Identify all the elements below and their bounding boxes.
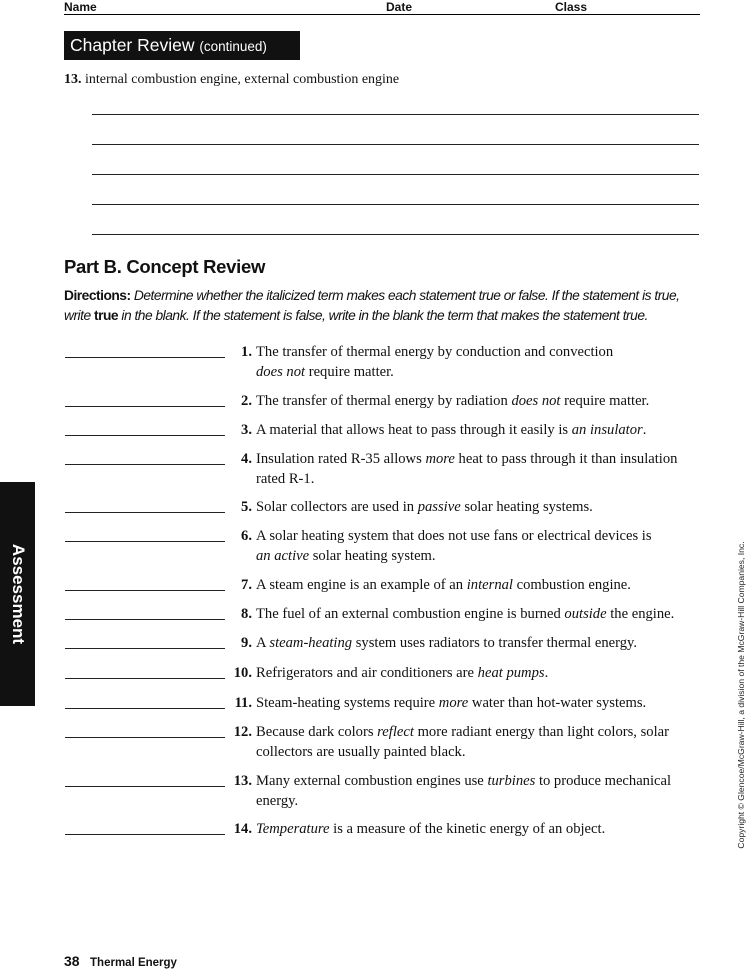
item-number: 14.: [233, 821, 252, 837]
item-italic-term: turbines: [487, 773, 536, 789]
item-text-after: combustion engine.: [516, 577, 631, 593]
question-13: [64, 72, 399, 88]
answer-blank[interactable]: [65, 512, 225, 513]
item-text-after: more radiant energy than light colors, solar collectors are usually painted black.: [256, 724, 669, 760]
answer-blank[interactable]: [65, 834, 225, 835]
item-number: 2.: [241, 393, 252, 409]
item-number: 5.: [241, 499, 252, 515]
item-text-after: .: [544, 665, 549, 681]
answer-blank[interactable]: [65, 590, 225, 591]
item-text-before: Because dark colors: [256, 724, 374, 740]
item-italic-term: passive: [417, 499, 461, 515]
item-text-after: the engine.: [610, 606, 675, 622]
item-text: [256, 343, 701, 382]
item-text: [256, 450, 701, 489]
answer-blank[interactable]: [65, 786, 225, 787]
item-italic-term: does not: [256, 363, 306, 380]
answer-blank[interactable]: [65, 435, 225, 436]
footer-title: Thermal Energy: [90, 957, 177, 969]
answer-blank[interactable]: [65, 464, 225, 465]
item-number: 4.: [241, 451, 252, 467]
item-italic-term: does not: [511, 393, 561, 409]
item-italic-term: outside: [564, 606, 607, 622]
item-text: [256, 421, 701, 441]
item-italic-term: an insulator: [571, 422, 643, 438]
answer-line[interactable]: [92, 174, 699, 175]
item-italic-term: internal: [466, 577, 513, 593]
item-number: 11.: [234, 695, 252, 711]
item-text-before: A: [256, 635, 266, 651]
item-text-after: require matter.: [564, 393, 650, 409]
answer-blank[interactable]: [65, 541, 225, 542]
answer-blank[interactable]: [65, 708, 225, 709]
answer-line[interactable]: [92, 144, 699, 145]
item-italic-term: steam-heating: [269, 635, 353, 651]
item-number: 6.: [241, 528, 252, 544]
item-number: 13.: [233, 773, 252, 789]
item-text-before: A solar heating system that does not use fans or electrical devices is: [256, 528, 652, 544]
item-text-after: heat to pass through it than insulation rated R-1.: [256, 451, 678, 487]
chapter-banner: [64, 31, 300, 60]
item-text: [256, 392, 701, 412]
answer-line[interactable]: [92, 204, 699, 205]
item-text-before: Many external combustion engines use: [256, 773, 484, 789]
question-13-number: 13.: [64, 72, 82, 87]
header-rule: [64, 14, 700, 15]
item-text-before: A material that allows heat to pass through it easily is: [256, 422, 569, 438]
item-text-after: water than hot-water systems.: [471, 695, 647, 711]
item-number: 1.: [241, 344, 252, 360]
name-label: Name: [64, 0, 97, 14]
directions: [64, 286, 704, 326]
item-text: [256, 723, 701, 762]
side-tab-label: Assessment: [8, 543, 28, 645]
copyright-notice: Copyright © Glencoe/McGraw-Hill, a division of the McGraw-Hill Companies, Inc.: [736, 541, 746, 849]
answer-line[interactable]: [92, 114, 699, 115]
item-number: 9.: [241, 635, 252, 651]
item-number: 3.: [241, 422, 252, 438]
item-text: [256, 576, 701, 596]
item-italic-term: Temperature: [256, 821, 330, 837]
item-number: 8.: [241, 606, 252, 622]
item-text-after: to produce mechanical energy.: [256, 773, 672, 809]
directions-text-2: in the blank. If the statement is false, write in the blank the term that makes the statement true.: [121, 308, 648, 323]
item-text-before: Insulation rated R-35 allows: [256, 451, 422, 467]
item-number: 7.: [241, 577, 252, 593]
item-number: 10.: [233, 665, 252, 681]
answer-blank[interactable]: [65, 678, 225, 679]
item-text-after: is a measure of the kinetic energy of an object.: [333, 821, 606, 837]
assessment-side-tab: [0, 482, 35, 706]
item-text-before: Solar collectors are used in: [256, 499, 415, 515]
answer-blank[interactable]: [65, 737, 225, 738]
item-italic-term: more: [425, 451, 455, 467]
answer-blank[interactable]: [65, 357, 225, 358]
answer-blank[interactable]: [65, 406, 225, 407]
answer-blank[interactable]: [65, 619, 225, 620]
item-text: [256, 634, 701, 654]
item-text-before: The transfer of thermal energy by conduction and convection: [256, 344, 614, 360]
item-text: [256, 772, 701, 811]
item-text-before: The transfer of thermal energy by radiation: [256, 393, 508, 409]
item-text-after: solar heating systems.: [464, 499, 593, 515]
item-text: [256, 664, 701, 684]
item-text-after: .: [642, 422, 647, 438]
answer-blank[interactable]: [65, 648, 225, 649]
item-italic-term: more: [438, 695, 469, 711]
banner-subtitle: (continued): [199, 39, 267, 54]
item-text-after: system uses radiators to transfer thermal energy.: [355, 635, 637, 651]
item-text: [256, 820, 701, 840]
item-text-after: solar heating system.: [312, 547, 436, 564]
part-b-title: Part B. Concept Review: [64, 256, 266, 277]
item-text-before: Refrigerators and air conditioners are: [256, 665, 475, 681]
item-text-before: A steam engine is an example of an: [256, 577, 464, 593]
item-italic-term: heat pumps: [477, 665, 545, 681]
item-text-before: Steam-heating systems require: [256, 695, 436, 711]
item-italic-term: an active: [256, 547, 310, 564]
item-text: [256, 694, 701, 714]
directions-text-1: Determine whether the italicized term makes each statement true or false. If the statement is true, write: [64, 288, 680, 323]
item-text: [256, 498, 701, 518]
class-label: Class: [555, 0, 588, 14]
item-italic-term: reflect: [377, 724, 414, 740]
date-label: Date: [386, 0, 413, 14]
question-13-text: internal combustion engine, external combustion engine: [85, 72, 400, 87]
item-number: 12.: [233, 724, 252, 740]
item-text: [256, 605, 701, 625]
answer-line[interactable]: [92, 234, 699, 235]
directions-label: Directions:: [64, 288, 131, 303]
page-number: 38: [64, 953, 80, 969]
item-text: [256, 527, 701, 566]
banner-title: Chapter Review: [70, 35, 195, 55]
item-text-after: require matter.: [308, 363, 394, 380]
item-text-before: The fuel of an external combustion engine is burned: [256, 606, 561, 622]
page-footer: [64, 953, 177, 971]
directions-true: true: [93, 308, 119, 323]
